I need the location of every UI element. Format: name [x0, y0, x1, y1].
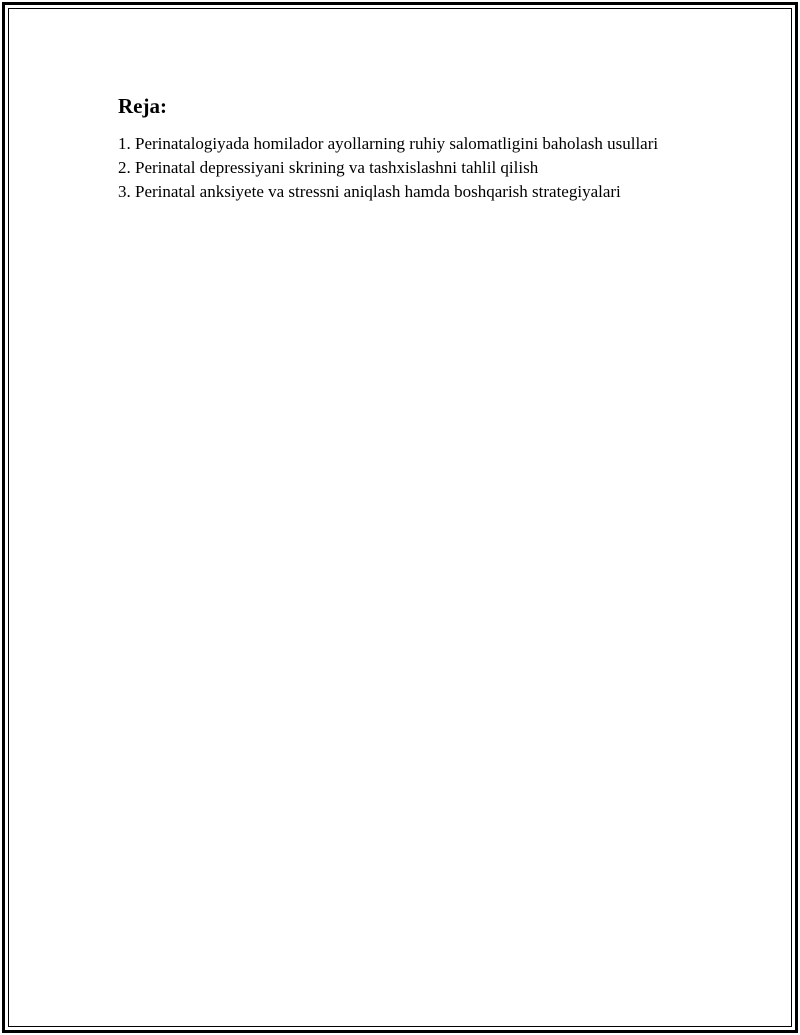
- plan-section: [118, 92, 698, 204]
- plan-item-2: 2. Perinatal depressiyani skrining va tashxislashni tahlil qilish: [118, 158, 539, 177]
- plan-title: Reja:: [118, 94, 167, 118]
- plan-item-3: 3. Perinatal anksiyete va stressni aniqlash hamda boshqarish strategiyalari: [118, 182, 621, 201]
- plan-list: [118, 132, 698, 204]
- plan-item-1: 1. Perinatalogiyada homilador ayollarning ruhiy salomatligini baholash usullari: [118, 134, 659, 153]
